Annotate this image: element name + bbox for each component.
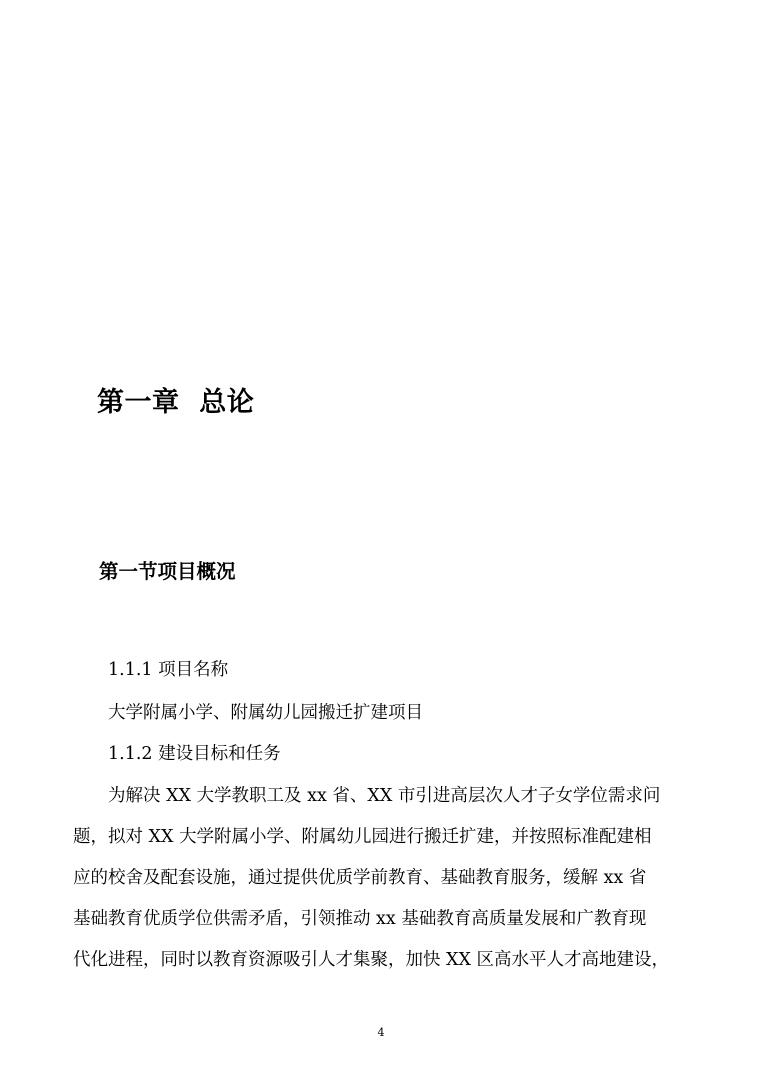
- paragraph-line: 应的校舍及配套设施，通过提供优质学前教育、基础教育服务，缓解 xx 省: [73, 868, 647, 888]
- subsection-heading-goals: 1.1.2 建设目标和任务: [108, 744, 281, 764]
- paragraph-line: 代化进程，同时以教育资源吸引人才集聚，加快 XX 区高水平人才高地建设，: [73, 950, 670, 970]
- chapter-title: 第一章 总论: [97, 387, 255, 418]
- paragraph-line: 为解决 XX 大学教职工及 xx 省、XX 市引进高层次人才子女学位需求问: [108, 786, 661, 806]
- section-title: 第一节项目概况: [99, 560, 236, 583]
- subsection-heading-project-name: 1.1.1 项目名称: [108, 660, 229, 680]
- paragraph-line: 基础教育优质学位供需矛盾，引领推动 xx 基础教育高质量发展和广教育现: [73, 909, 647, 929]
- paragraph-line: 题，拟对 XX 大学附属小学、附属幼儿园进行搬迁扩建，并按照标准配建相: [73, 827, 652, 847]
- project-name-text: 大学附属小学、附属幼儿园搬迁扩建项目: [108, 703, 423, 723]
- page-number: 4: [377, 1026, 385, 1039]
